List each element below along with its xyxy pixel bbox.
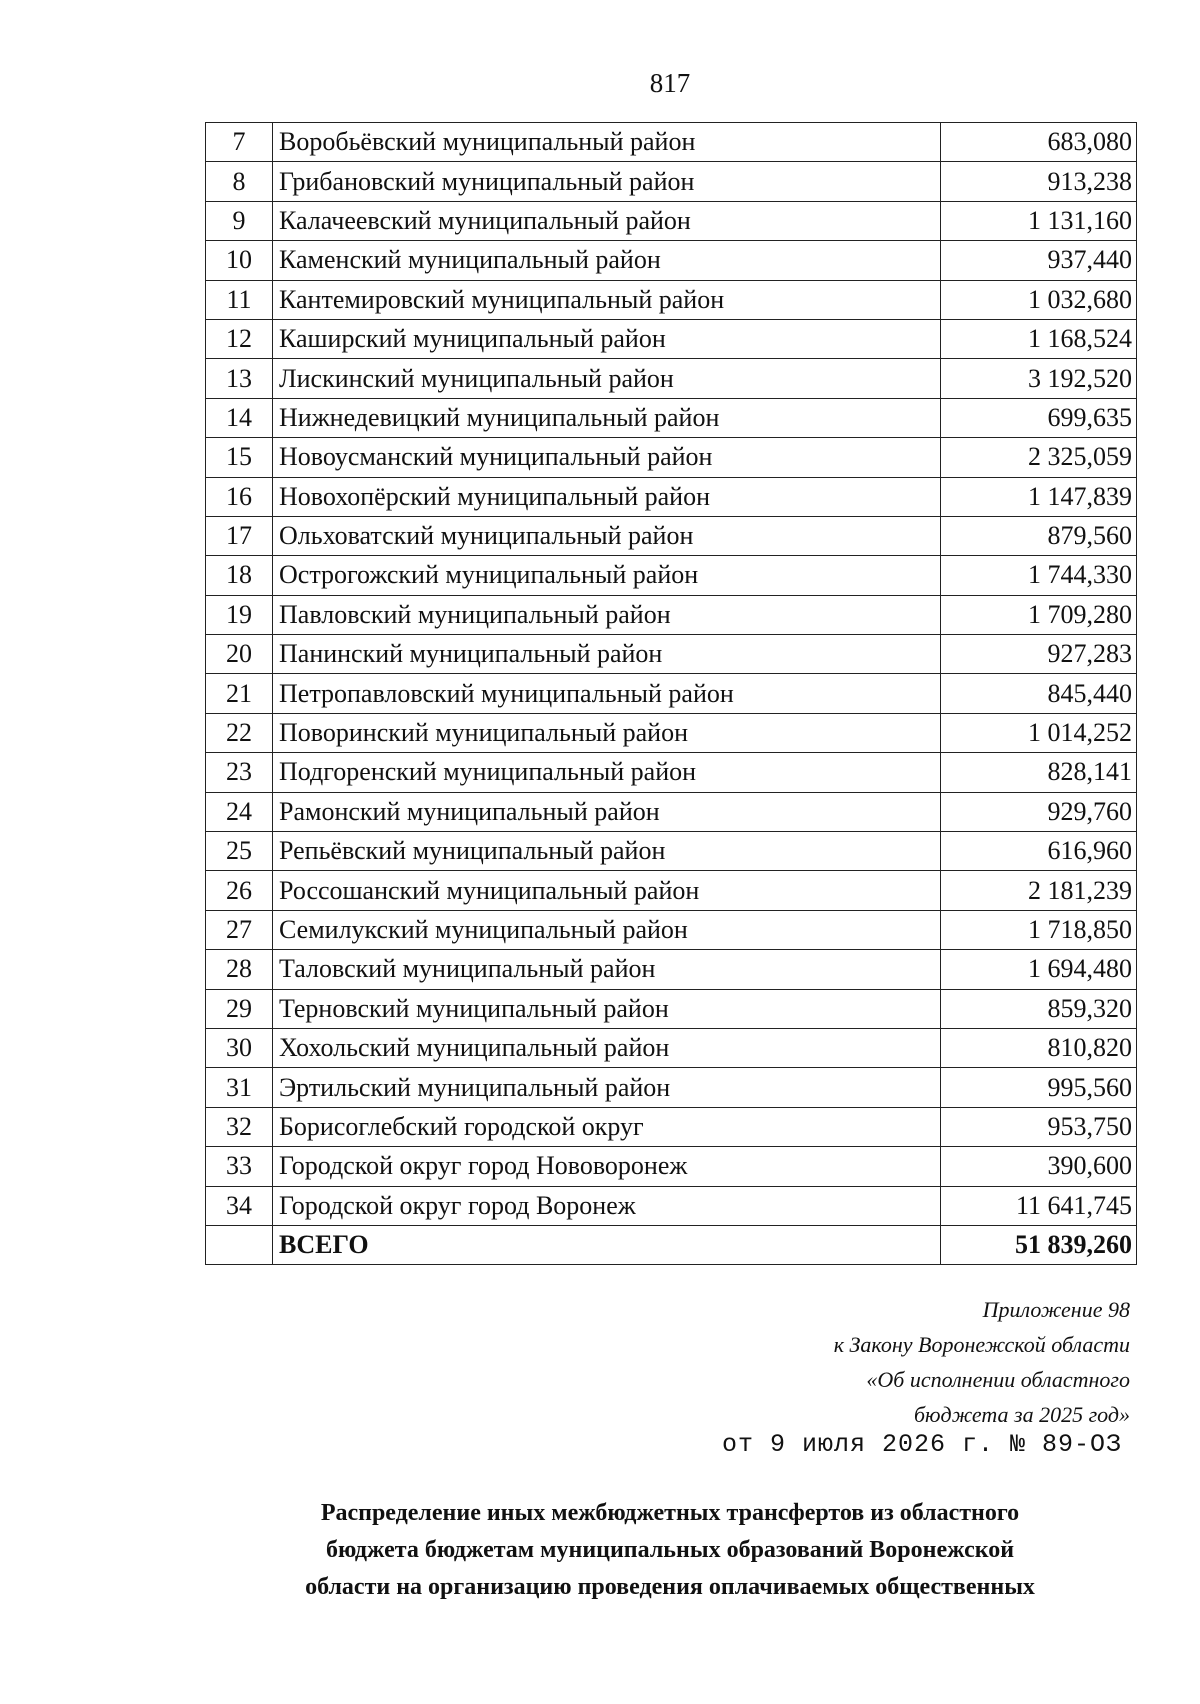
transfer-amount: 2 181,239 xyxy=(941,871,1137,910)
row-number: 20 xyxy=(206,635,273,674)
table-row xyxy=(206,910,1137,949)
row-number: 33 xyxy=(206,1147,273,1186)
total-label: ВСЕГО xyxy=(273,1225,941,1264)
title-line-2: бюджета бюджетам муниципальных образований Воронежской xyxy=(325,1537,1015,1563)
municipality-name: Новохопёрский муниципальный район xyxy=(273,477,941,516)
transfers-table xyxy=(205,122,1137,1265)
municipality-name: Острогожский муниципальный район xyxy=(273,556,941,595)
table-body xyxy=(206,123,1137,1265)
transfer-amount: 390,600 xyxy=(941,1147,1137,1186)
transfer-amount: 1 147,839 xyxy=(941,477,1137,516)
table-row xyxy=(206,1147,1137,1186)
municipality-name: Петропавловский муниципальный район xyxy=(273,674,941,713)
municipality-name: Калачеевский муниципальный район xyxy=(273,201,941,240)
appendix-note xyxy=(834,1292,1130,1432)
municipality-name: Борисоглебский городской округ xyxy=(273,1107,941,1146)
municipality-name: Воробьёвский муниципальный район xyxy=(273,123,941,162)
row-number: 13 xyxy=(206,359,273,398)
municipality-name: Городской округ город Воронеж xyxy=(273,1186,941,1225)
table-row xyxy=(206,162,1137,201)
row-number: 31 xyxy=(206,1068,273,1107)
municipality-name: Панинский муниципальный район xyxy=(273,635,941,674)
table-row xyxy=(206,241,1137,280)
total-number-cell xyxy=(206,1225,273,1264)
row-number: 18 xyxy=(206,556,273,595)
row-number: 21 xyxy=(206,674,273,713)
transfer-amount: 699,635 xyxy=(941,398,1137,437)
title-line-1: Распределение иных межбюджетных трансфертов из областного xyxy=(320,1500,1020,1526)
table-row xyxy=(206,792,1137,831)
transfer-amount: 1 014,252 xyxy=(941,713,1137,752)
municipality-name: Поворинский муниципальный район xyxy=(273,713,941,752)
table-row xyxy=(206,1028,1137,1067)
row-number: 14 xyxy=(206,398,273,437)
total-row xyxy=(206,1225,1137,1264)
table-row xyxy=(206,832,1137,871)
row-number: 34 xyxy=(206,1186,273,1225)
row-number: 22 xyxy=(206,713,273,752)
row-number: 27 xyxy=(206,910,273,949)
transfer-amount: 616,960 xyxy=(941,832,1137,871)
municipality-name: Россошанский муниципальный район xyxy=(273,871,941,910)
table-row xyxy=(206,556,1137,595)
page-number: 817 xyxy=(649,68,691,98)
municipality-name: Рамонский муниципальный район xyxy=(273,792,941,831)
transfer-amount: 1 709,280 xyxy=(941,595,1137,634)
transfer-amount: 845,440 xyxy=(941,674,1137,713)
row-number: 29 xyxy=(206,989,273,1028)
document-title xyxy=(200,1495,1140,1606)
row-number: 26 xyxy=(206,871,273,910)
row-number: 30 xyxy=(206,1028,273,1067)
table-row xyxy=(206,1186,1137,1225)
municipality-name: Ольховатский муниципальный район xyxy=(273,516,941,555)
transfer-amount: 879,560 xyxy=(941,516,1137,555)
decree-stamp: от 9 июля 2026 г. № 89-ОЗ xyxy=(722,1430,1123,1459)
municipality-name: Подгоренский муниципальный район xyxy=(273,753,941,792)
transfer-amount: 828,141 xyxy=(941,753,1137,792)
row-number: 19 xyxy=(206,595,273,634)
row-number: 32 xyxy=(206,1107,273,1146)
transfer-amount: 810,820 xyxy=(941,1028,1137,1067)
row-number: 17 xyxy=(206,516,273,555)
row-number: 8 xyxy=(206,162,273,201)
municipality-name: Павловский муниципальный район xyxy=(273,595,941,634)
table-row xyxy=(206,1107,1137,1146)
appendix-line-1: Приложение 98 xyxy=(982,1297,1130,1322)
table-row xyxy=(206,280,1137,319)
table-row xyxy=(206,438,1137,477)
table-row xyxy=(206,516,1137,555)
transfer-amount: 927,283 xyxy=(941,635,1137,674)
transfer-amount: 683,080 xyxy=(941,123,1137,162)
table-row xyxy=(206,871,1137,910)
table-row xyxy=(206,713,1137,752)
row-number: 28 xyxy=(206,950,273,989)
municipality-name: Хохольский муниципальный район xyxy=(273,1028,941,1067)
transfer-amount: 1 744,330 xyxy=(941,556,1137,595)
table-row xyxy=(206,123,1137,162)
municipality-name: Эртильский муниципальный район xyxy=(273,1068,941,1107)
total-amount: 51 839,260 xyxy=(941,1225,1137,1264)
table-row xyxy=(206,753,1137,792)
municipality-name: Таловский муниципальный район xyxy=(273,950,941,989)
row-number: 23 xyxy=(206,753,273,792)
municipality-name: Городской округ город Нововоронеж xyxy=(273,1147,941,1186)
transfer-amount: 929,760 xyxy=(941,792,1137,831)
municipality-name: Каширский муниципальный район xyxy=(273,319,941,358)
table-row xyxy=(206,674,1137,713)
table-row xyxy=(206,477,1137,516)
municipality-name: Репьёвский муниципальный район xyxy=(273,832,941,871)
transfer-amount: 1 718,850 xyxy=(941,910,1137,949)
row-number: 10 xyxy=(206,241,273,280)
row-number: 12 xyxy=(206,319,273,358)
transfer-amount: 2 325,059 xyxy=(941,438,1137,477)
row-number: 11 xyxy=(206,280,273,319)
municipality-name: Новоусманский муниципальный район xyxy=(273,438,941,477)
row-number: 25 xyxy=(206,832,273,871)
transfer-amount: 1 032,680 xyxy=(941,280,1137,319)
transfer-amount: 1 694,480 xyxy=(941,950,1137,989)
municipality-name: Семилукский муниципальный район xyxy=(273,910,941,949)
row-number: 15 xyxy=(206,438,273,477)
table-row xyxy=(206,398,1137,437)
transfer-amount: 1 168,524 xyxy=(941,319,1137,358)
table-row xyxy=(206,989,1137,1028)
table-row xyxy=(206,201,1137,240)
appendix-line-3: «Об исполнении областного xyxy=(866,1367,1130,1392)
row-number: 9 xyxy=(206,201,273,240)
transfer-amount: 995,560 xyxy=(941,1068,1137,1107)
transfer-amount: 953,750 xyxy=(941,1107,1137,1146)
title-line-3: области на организацию проведения оплачиваемых общественных xyxy=(305,1574,1035,1600)
table-row xyxy=(206,950,1137,989)
municipality-name: Каменский муниципальный район xyxy=(273,241,941,280)
municipality-name: Терновский муниципальный район xyxy=(273,989,941,1028)
appendix-line-2: к Закону Воронежской области xyxy=(833,1332,1130,1357)
municipality-name: Кантемировский муниципальный район xyxy=(273,280,941,319)
municipality-name: Грибановский муниципальный район xyxy=(273,162,941,201)
appendix-line-4: бюджета за 2025 год» xyxy=(913,1402,1130,1427)
table-row xyxy=(206,1068,1137,1107)
transfer-amount: 859,320 xyxy=(941,989,1137,1028)
table-row xyxy=(206,319,1137,358)
transfer-amount: 913,238 xyxy=(941,162,1137,201)
transfer-amount: 937,440 xyxy=(941,241,1137,280)
transfer-amount: 1 131,160 xyxy=(941,201,1137,240)
table-row xyxy=(206,635,1137,674)
row-number: 16 xyxy=(206,477,273,516)
table-row xyxy=(206,359,1137,398)
row-number: 7 xyxy=(206,123,273,162)
municipality-name: Нижнедевицкий муниципальный район xyxy=(273,398,941,437)
transfer-amount: 3 192,520 xyxy=(941,359,1137,398)
municipality-name: Лискинский муниципальный район xyxy=(273,359,941,398)
row-number: 24 xyxy=(206,792,273,831)
table-row xyxy=(206,595,1137,634)
transfer-amount: 11 641,745 xyxy=(941,1186,1137,1225)
